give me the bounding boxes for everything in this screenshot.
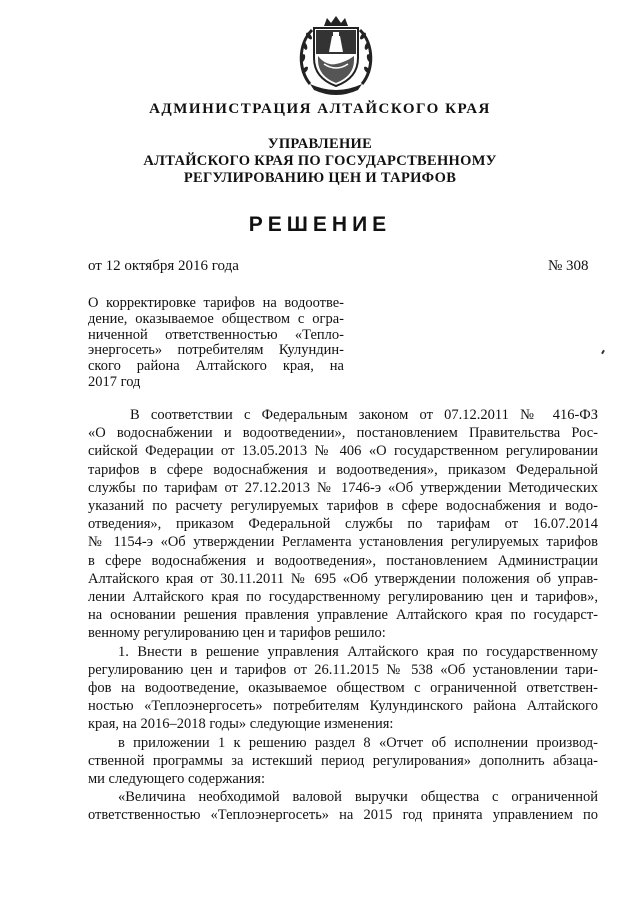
body-line: отведения», приказом Федеральной службы по тарифам от 16.07.2014 [88, 516, 598, 533]
body-line: сийской Федерации от 13.05.2013 № 406 «О государственном регулировании [88, 443, 598, 460]
body-line: тарифов в сфере водоснабжения и водоотведения», приказом Федеральной [88, 461, 598, 478]
body-line: № 1154-э «Об утверждении Регламента установления регулируемых тарифов [88, 534, 598, 551]
body-line: в сфере водоснабжения и водоотведения», постановлением Администрации [88, 552, 598, 569]
decision-subject [88, 296, 344, 391]
body-line: 1. Внести в решение управления Алтайского края по государственному [118, 643, 598, 660]
body-line: в приложении 1 к решению раздел 8 «Отчет об исполнении производ- [118, 734, 598, 751]
body-line: ностью «Теплоэнергосеть» потребителям Кулундинского района Алтайского [88, 698, 598, 715]
subject-line: 2017 год [88, 373, 141, 390]
body-line: регулированию цен и тарифов от 26.11.2015 № 538 «Об установлении тари- [88, 661, 598, 678]
body-line: «О водоснабжении и водоотведении», постановлением Правительства Рос- [88, 425, 598, 442]
body-line: ственной программы за истекший период регулирования» дополнить абзаца- [88, 752, 598, 769]
department-line: РЕГУЛИРОВАНИЮ ЦЕН И ТАРИФОВ [183, 170, 457, 186]
subject-line: ского района Алтайского края, на [88, 358, 344, 375]
body-line: ответственностью «Теплоэнергосеть» на 2015 год принята управлением по [88, 807, 598, 824]
subject-line: ниченной ответственностью «Тепло- [88, 326, 344, 343]
department-name [0, 136, 640, 187]
department-line: АЛТАЙСКОГО КРАЯ ПО ГОСУДАРСТВЕННОМУ [143, 153, 497, 169]
decision-number: № 308 [548, 258, 589, 274]
body-line: фов на водоотведение, оказываемое обществом с ограниченной ответствен- [88, 680, 598, 697]
body-line: края, на 2016–2018 годы» следующие изменения: [88, 716, 394, 733]
document-type-title: РЕШЕНИЕ [248, 213, 392, 236]
subject-line: энергосеть» потребителям Кулундин- [88, 342, 344, 359]
body-line: службы по тарифам от 27.12.2013 № 1746-э «Об утверждении Методических [88, 479, 598, 496]
subject-line: О корректировке тарифов на водоотве- [88, 295, 344, 311]
decision-body [88, 406, 598, 825]
department-line: УПРАВЛЕНИЕ [267, 136, 373, 152]
body-line: «Величина необходимой валовой выручки общества с ограниченной [118, 789, 598, 806]
body-line: указаний по расчету регулируемых тарифов в сфере водоснабжения и водо- [88, 498, 598, 515]
organization-name: АДМИНИСТРАЦИЯ АЛТАЙСКОГО КРАЯ [149, 101, 491, 117]
decision-date: от 12 октября 2016 года [88, 258, 239, 274]
altai-krai-coat-of-arms [296, 14, 376, 98]
subject-line: дение, оказываемое обществом с огра- [88, 310, 344, 327]
body-line: венному регулированию цен и тарифов решило: [88, 625, 386, 642]
scan-speck [601, 350, 605, 354]
body-line: лении Алтайского края по государственному регулированию цен и тарифов», [88, 589, 598, 606]
body-line: Алтайского края от 30.11.2011 № 695 «Об утверждении положения об управ- [88, 570, 598, 587]
body-line: ми следующего содержания: [88, 771, 266, 788]
body-line: на основании решения правления управление Алтайского края по государст- [88, 607, 598, 624]
body-line: В соответствии с Федеральным законом от 07.12.2011 № 416-ФЗ [130, 407, 598, 423]
